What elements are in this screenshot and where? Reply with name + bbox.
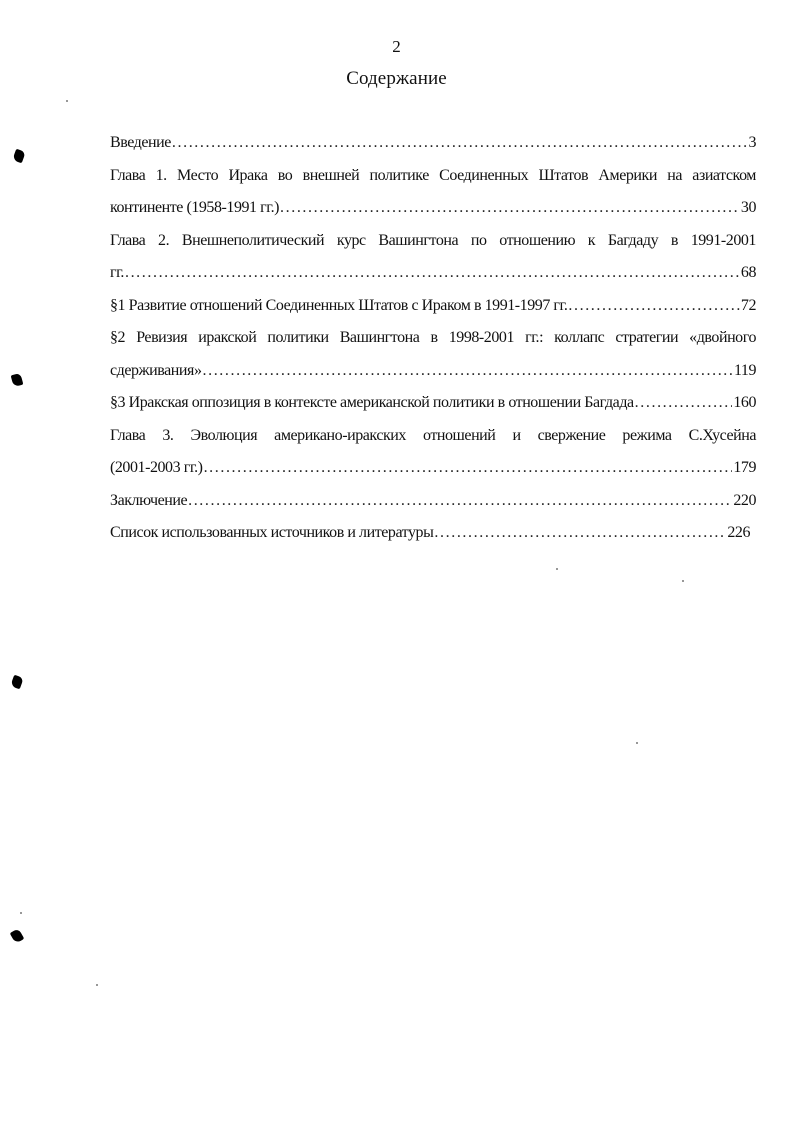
leader-dots [172,127,748,160]
leader-dots [204,452,733,485]
scan-speck [556,568,558,570]
toc-entry-title-continuation: сдерживания» [110,361,202,379]
toc-entry-conclusion[interactable] [110,485,756,518]
toc-page-number: 68 [740,264,756,281]
scan-speck [20,912,22,914]
toc-page-number: 220 [733,491,756,509]
toc-line [110,290,756,323]
toc-entry-title-continuation: гг. [110,264,124,281]
toc-entry-title: Заключение [110,491,188,509]
leader-dots [203,355,733,388]
scan-speck [66,100,68,102]
toc-entry-title-line: Глава 2. Внешнеполитический курс Вашингтона по отношению к Багдаду в 1991-2001 [110,231,756,249]
toc-page-number: 72 [740,296,756,314]
toc-line [110,192,756,225]
toc-entry-section-1[interactable] [110,290,756,323]
binder-mark [10,675,24,690]
page-number: 2 [392,37,401,56]
toc-page-number: 30 [740,199,756,216]
toc-page-number: 226 [727,524,750,541]
binder-mark [10,928,25,943]
toc-line [110,452,756,485]
binder-mark [11,373,24,387]
toc-line [110,485,756,518]
toc-entry-title-line: Глава 3. Эволюция американо-иракских отношений и свержение режима С.Хусейна [110,426,756,444]
toc-entry-title-continuation: континенте (1958-1991 гг.) [110,199,280,216]
page-title: Содержание [346,68,447,89]
table-of-contents [110,127,756,550]
toc-line [110,127,756,160]
scan-speck [682,580,684,582]
toc-page-number: 119 [733,361,756,379]
toc-entry-chapter-2[interactable] [110,225,756,290]
toc-page-number: 179 [733,459,756,476]
toc-entry-references[interactable] [110,517,756,550]
leader-dots [434,517,726,550]
toc-entry-title: Список использованных источников и литературы [110,524,434,541]
scan-speck [636,742,638,744]
toc-page-number: 3 [748,134,756,151]
toc-entry-chapter-1[interactable] [110,160,756,225]
toc-entry-title: Введение [110,134,171,151]
toc-entry-section-3[interactable] [110,387,756,420]
toc-entry-title-line: Глава 1. Место Ирака во внешней политике Соединенных Штатов Америки на азиатском [110,166,756,184]
leader-dots [568,290,739,323]
toc-page-number: 160 [733,394,756,411]
toc-entry-title: §1 Развитие отношений Соединенных Штатов с Ираком в 1991-1997 гг. [110,296,568,314]
toc-line [110,355,756,388]
toc-line [110,517,750,550]
leader-dots [125,257,740,290]
toc-entry-title-continuation: (2001-2003 гг.) [110,459,203,476]
toc-entry-introduction[interactable] [110,127,756,160]
toc-entry-title: §3 Иракская оппозиция в контексте американской политики в отношении Багдада [110,394,634,411]
toc-entry-section-2[interactable] [110,322,756,387]
leader-dots [635,387,733,420]
toc-entry-chapter-3[interactable] [110,420,756,485]
scan-speck [96,984,98,986]
leader-dots [188,485,732,518]
toc-entry-title-line: §2 Ревизия иракской политики Вашингтона в 1998-2001 гг.: коллапс стратегии «двойного [110,329,756,346]
leader-dots [280,192,740,225]
toc-line [110,387,756,420]
binder-mark [12,149,26,164]
toc-line [110,257,756,290]
